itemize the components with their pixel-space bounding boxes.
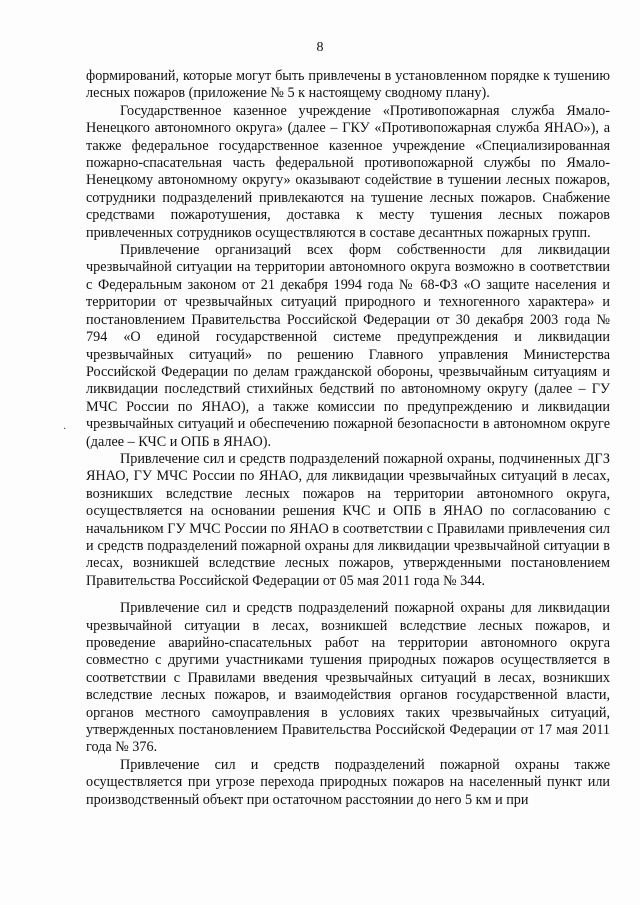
paragraph-dgz-forces: Привлечение сил и средств подразделений пожарной охраны, подчиненных ДГЗ ЯНАО, ГУ МЧС России по ЯНАО, для ликвидации чрезвычайных ситуаций в лесах, возникших вследствие лесных пожаров на территории автономного округа, осуществляется на основании решения КЧС и ОПБ в ЯНАО по согласованию с начальником ГУ МЧС России по ЯНАО в соответствии с Правилами привлечения сил и средств подразделений пожарной охраны для ликвидации чрезвычайной ситуации в лесах, возникшей вследствие лесных пожаров, утвержденными постановлением Правительства Российской Федерации от 05 мая 2011 года № 344. (86, 450, 610, 589)
paragraph-fire-service: Государственное казенное учреждение «Противопожарная служба Ямало-Ненецкого автономного округа» (далее – ГКУ «Противопожарная служба ЯНАО»), а также федеральное государственное казенное учреждение «Специализированная пожарно-спасательная часть федеральной противопожарной службы по Ямало-Ненецкому автономному округу» оказывают содействие в тушении лесных пожаров, сотрудники подразделений привлекаются на тушение лесных пожаров. Снабжение средствами пожаротушения, доставка к месту тушения лесных пожаров привлеченных сотрудников осуществляются в составе десантных пожарных групп. (86, 102, 610, 241)
paragraph-emergency-works: Привлечение сил и средств подразделений пожарной охраны для ликвидации чрезвычайной ситуации в лесах, возникшей вследствие лесных пожаров, и проведение аварийно-спасательных работ на территории автономного округа совместно с другими участниками тушения природных пожаров осуществляется в соответствии с Правилами введения чрезвычайных ситуаций в лесах, возникших вследствие лесных пожаров, и взаимодействия органов государственной власти, органов местного самоуправления в условиях таких чрезвычайных ситуаций, утвержденных постановлением Правительства Российской Федерации от 17 мая 2011 года № 376. (86, 600, 610, 756)
page-number: 8 (316, 40, 324, 55)
paragraph-organizations: Привлечение организаций всех форм собственности для ликвидации чрезвычайной ситуации на территории автономного округа возможно в соответствии с Федеральным законом от 21 декабря 1994 года № 68-ФЗ «О защите населения и территории от чрезвычайных ситуаций природного и техногенного характера» и постановлением Правительства Российской Федерации от 30 декабря 2003 года № 794 «О единой государственной системе предупреждения и ликвидации чрезвычайных ситуаций» по решению Главного управления Министерства Российской Федерации по делам гражданской обороны, чрезвычайным ситуациям и ликвидации последствий стихийных бедствий по автономному округу (далее – ГУ МЧС России по ЯНАО), а также комиссии по предупреждению и ликвидации чрезвычайных ситуаций и обеспечению пожарной безопасности в автономном округе (далее – КЧС и ОПБ в ЯНАО). (86, 242, 610, 450)
document-body (86, 68, 610, 809)
margin-mark: · (63, 424, 67, 435)
paragraph-threat-transition: Привлечение сил и средств подразделений пожарной охраны также осуществляется при угрозе перехода природных пожаров на населенный пункт или производственный объект при остаточном расстоянии до него 5 км и при (86, 756, 610, 808)
paragraph-continuation: формирований, которые могут быть привлечены в установленном порядке к тушению лесных пожаров (приложение № 5 к настоящему сводному плану). (86, 68, 610, 102)
